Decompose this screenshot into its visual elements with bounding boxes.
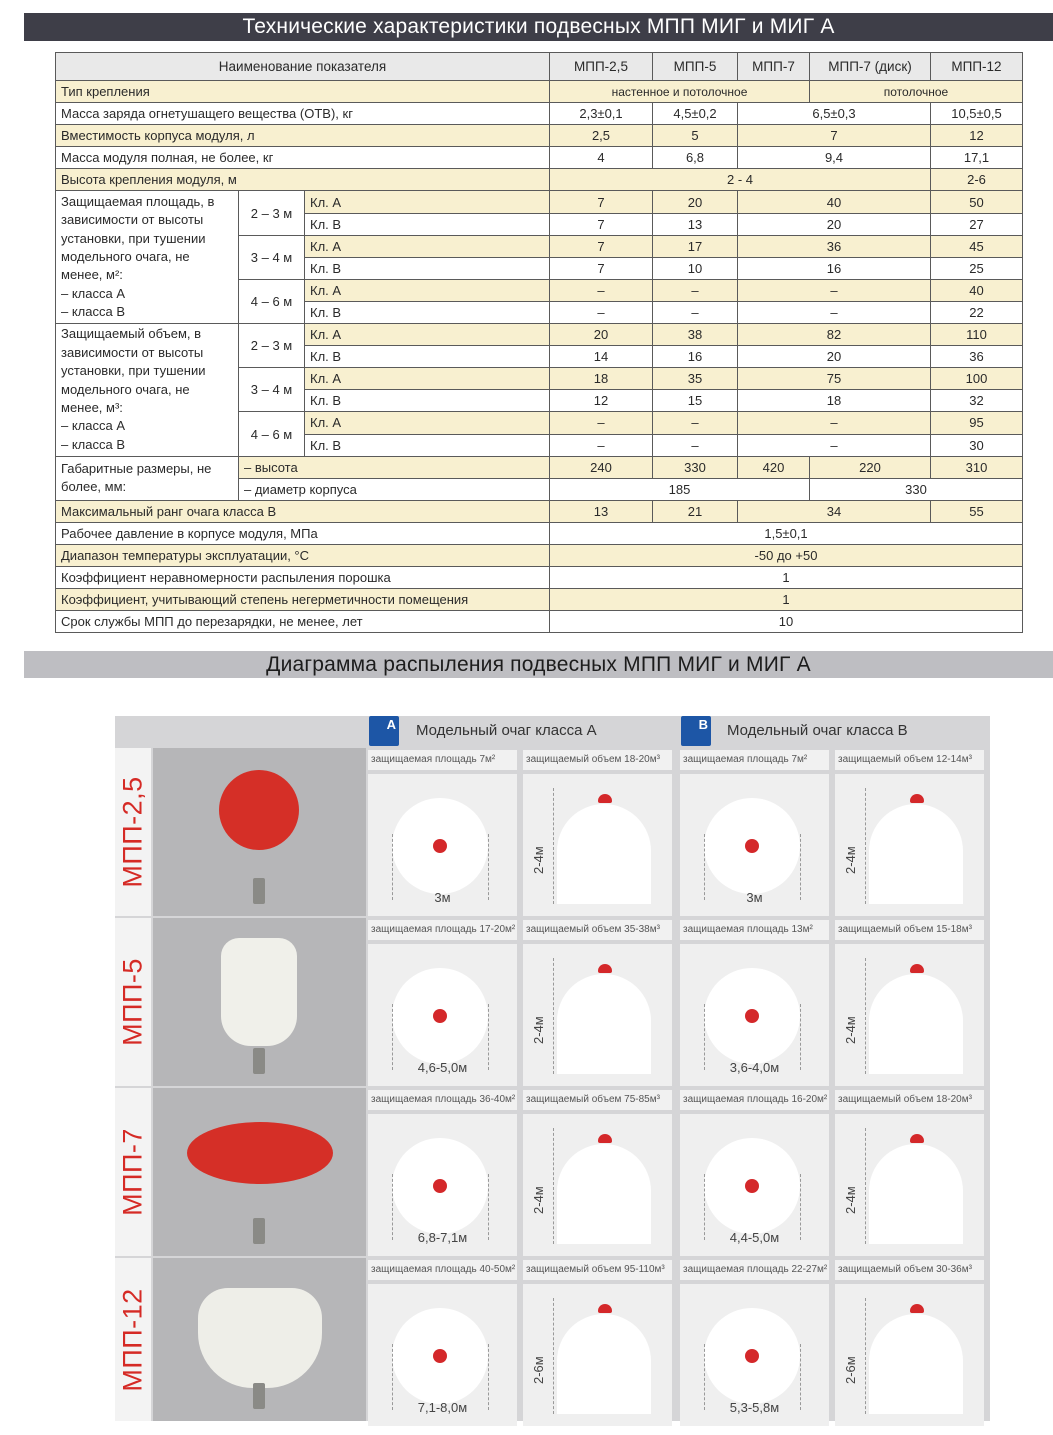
cell: – (550, 412, 653, 434)
dimension-guide (553, 958, 554, 1074)
spray-caption: защищаемая площадь 16-20м² (680, 1090, 829, 1110)
spray-center-dot (745, 1349, 759, 1363)
cell: 17,1 (931, 147, 1023, 169)
cell: 9,4 (738, 147, 931, 169)
cell: 20 (653, 191, 738, 213)
cell: – (653, 412, 738, 434)
spray-circle (704, 1138, 800, 1234)
spray-cell (368, 1260, 517, 1419)
cell: 21 (653, 500, 738, 522)
row-label: Коэффициент неравномерности распыления порошка (56, 567, 550, 589)
spray-cell (523, 1090, 672, 1254)
spray-circle (392, 798, 488, 894)
height-range: 2 – 3 м (239, 191, 305, 235)
class-a-heading: Модельный очаг класса А (416, 722, 597, 739)
cell: настенное и потолочное (550, 81, 810, 103)
diameter-label: 5,3-5,8м (729, 1400, 780, 1415)
spray-cell (523, 920, 672, 1084)
cell: 27 (931, 213, 1023, 235)
class-b-heading: Модельный очаг класса В (727, 722, 908, 739)
spray-cell (680, 920, 829, 1084)
row-label: Тип крепления (56, 81, 550, 103)
cell: 6,5±0,3 (738, 103, 931, 125)
row-label: Вместимость корпуса модуля, л (56, 125, 550, 147)
spray-caption: защищаемый объем 18-20м³ (835, 1090, 984, 1110)
spray-center-dot (745, 839, 759, 853)
spray-caption: защищаемый объем 30-36м³ (835, 1260, 984, 1280)
height-label: 2-4м (531, 846, 546, 874)
spec-title: Технические характеристики подвесных МПП МИГ и МИГ А (24, 13, 1053, 41)
class-a-icon-letter: A (386, 717, 396, 732)
module-name: МПП-5 (117, 958, 148, 1046)
spray-arch (869, 1144, 963, 1244)
spray-circle (392, 968, 488, 1064)
cell: 34 (738, 500, 931, 522)
module-photo (153, 1258, 366, 1421)
row-label: Масса модуля полная, не более, кг (56, 147, 550, 169)
cell: 330 (653, 456, 738, 478)
spray-arch (557, 974, 651, 1074)
module-name: МПП-7 (117, 1128, 148, 1216)
volume-label-text: Защищаемый объем, в зависимости от высоты установки, при тушении модельного очага, не менее, м³: (61, 326, 206, 416)
cell: 15 (653, 390, 738, 412)
spray-panel (523, 1114, 672, 1256)
spray-panel (368, 774, 517, 916)
class-label: Кл. В (305, 434, 550, 456)
spray-arch (557, 804, 651, 904)
cell: 36 (738, 235, 931, 257)
spray-circle (704, 1308, 800, 1404)
height-label: 2-4м (843, 846, 858, 874)
cell: 10 (550, 611, 1023, 633)
spray-arch (869, 804, 963, 904)
class-label: Кл. В (305, 390, 550, 412)
spray-cell (523, 1260, 672, 1419)
row-label: Масса заряда огнетушащего вещества (ОТВ), кг (56, 103, 550, 125)
cell: 20 (738, 213, 931, 235)
sprinkler-head (253, 1048, 265, 1074)
header-m7: МПП-7 (738, 53, 810, 81)
cell: 10 (653, 257, 738, 279)
area-label-a: – класса А (61, 285, 126, 301)
cell: 7 (550, 213, 653, 235)
spray-cell (523, 750, 672, 914)
module-row-label (115, 1088, 151, 1256)
spray-caption: защищаемая площадь 22-27м² (680, 1260, 829, 1280)
spray-panel (680, 1114, 829, 1256)
diameter-label: 3м (434, 890, 451, 905)
cell: 12 (550, 390, 653, 412)
spray-circle (392, 1138, 488, 1234)
cell: 50 (931, 191, 1023, 213)
nozzle-icon (910, 1134, 924, 1143)
header-m7d: МПП-7 (диск) (810, 53, 931, 81)
height-label: 2-6м (843, 1356, 858, 1384)
module-row-label (115, 748, 151, 916)
dimension-guide (553, 788, 554, 904)
dims-diameter-label: – диаметр корпуса (239, 478, 550, 500)
dimension-guide (553, 1298, 554, 1414)
dimension-guide (553, 1128, 554, 1244)
nozzle-icon (910, 964, 924, 973)
cell: 12 (931, 125, 1023, 147)
module-photo (153, 748, 366, 916)
spray-cell (835, 920, 984, 1084)
cell: 6,8 (653, 147, 738, 169)
diameter-label: 7,1-8,0м (417, 1400, 468, 1415)
spray-cell (835, 750, 984, 914)
cell: 2,5 (550, 125, 653, 147)
cell: 55 (931, 500, 1023, 522)
nozzle-icon (598, 794, 612, 803)
header-name: Наименование показателя (56, 53, 550, 81)
spray-caption: защищаемая площадь 13м² (680, 920, 829, 940)
spray-panel (680, 944, 829, 1086)
spray-panel (835, 774, 984, 916)
cell: 75 (738, 368, 931, 390)
spray-center-dot (745, 1179, 759, 1193)
header-m25: МПП-2,5 (550, 53, 653, 81)
class-b-icon-letter: B (698, 717, 708, 732)
spray-cell (835, 1090, 984, 1254)
cell: 330 (810, 478, 1023, 500)
row-label: Диапазон температуры эксплуатации, °С (56, 544, 550, 566)
spray-caption: защищаемый объем 15-18м³ (835, 920, 984, 940)
spray-center-dot (745, 1009, 759, 1023)
cell: 5 (653, 125, 738, 147)
cell: 16 (738, 257, 931, 279)
spray-center-dot (433, 839, 447, 853)
spray-caption: защищаемая площадь 7м² (368, 750, 517, 770)
area-label (56, 191, 239, 324)
height-label: 2-4м (843, 1186, 858, 1214)
cell: 40 (931, 279, 1023, 301)
spray-center-dot (433, 1009, 447, 1023)
diameter-label: 3м (746, 890, 763, 905)
class-label: Кл. В (305, 257, 550, 279)
spray-panel (835, 1114, 984, 1256)
header-m12: МПП-12 (931, 53, 1023, 81)
cell: 420 (738, 456, 810, 478)
spray-center-dot (433, 1349, 447, 1363)
class-label: Кл. В (305, 301, 550, 323)
spray-panel (680, 1284, 829, 1426)
spray-cell (680, 1090, 829, 1254)
cell: 1 (550, 567, 1023, 589)
diagram-title: Диаграмма распыления подвесных МПП МИГ и МИГ А (24, 651, 1053, 678)
spray-panel (523, 1284, 672, 1426)
spray-arch (869, 974, 963, 1074)
height-range: 4 – 6 м (239, 279, 305, 323)
cell: 20 (550, 324, 653, 346)
spray-center-dot (433, 1179, 447, 1193)
cell: 35 (653, 368, 738, 390)
class-label: Кл. А (305, 412, 550, 434)
row-label: Максимальный ранг очага класса В (56, 500, 550, 522)
cell: 18 (550, 368, 653, 390)
cell: 310 (931, 456, 1023, 478)
spray-caption: защищаемая площадь 40-50м² (368, 1260, 517, 1280)
dims-label: Габаритные размеры, не более, мм: (56, 456, 239, 500)
spray-cell (368, 1090, 517, 1254)
area-label-b: – класса В (61, 304, 126, 320)
cell: 7 (738, 125, 931, 147)
spray-cell (368, 920, 517, 1084)
spray-cell (368, 750, 517, 914)
spray-cell (680, 1260, 829, 1419)
class-label: Кл. В (305, 213, 550, 235)
spray-panel (368, 1284, 517, 1426)
diameter-label: 4,4-5,0м (729, 1230, 780, 1245)
spray-panel (680, 774, 829, 916)
cell: 36 (931, 346, 1023, 368)
volume-label-b: – класса В (61, 436, 126, 452)
spray-panel (523, 944, 672, 1086)
cell: 4 (550, 147, 653, 169)
cell: 1,5±0,1 (550, 522, 1023, 544)
class-label: Кл. В (305, 346, 550, 368)
dimension-guide (865, 1298, 866, 1414)
spray-caption: защищаемая площадь 7м² (680, 750, 829, 770)
nozzle-icon (598, 1304, 612, 1313)
cell: – (550, 279, 653, 301)
cell: 17 (653, 235, 738, 257)
class-label: Кл. А (305, 235, 550, 257)
class-label: Кл. А (305, 324, 550, 346)
cell: 25 (931, 257, 1023, 279)
module-body (187, 1122, 333, 1184)
cell: – (653, 301, 738, 323)
diameter-label: 3,6-4,0м (729, 1060, 780, 1075)
row-label: Рабочее давление в корпусе модуля, МПа (56, 522, 550, 544)
class-a-icon (369, 716, 399, 746)
spray-panel (835, 944, 984, 1086)
spray-circle (704, 798, 800, 894)
cell: 7 (550, 257, 653, 279)
height-label: 2-4м (531, 1016, 546, 1044)
height-label: 2-4м (531, 1186, 546, 1214)
dimension-guide (865, 1128, 866, 1244)
header-m5: МПП-5 (653, 53, 738, 81)
spray-panel (368, 944, 517, 1086)
module-photo (153, 918, 366, 1086)
module-photo (153, 1088, 366, 1256)
cell: 110 (931, 324, 1023, 346)
spray-caption: защищаемый объем 75-85м³ (523, 1090, 672, 1110)
cell: 10,5±0,5 (931, 103, 1023, 125)
cell: – (738, 279, 931, 301)
spray-caption: защищаемая площадь 36-40м² (368, 1090, 517, 1110)
module-body (219, 770, 299, 850)
cell: 30 (931, 434, 1023, 456)
spray-panel (368, 1114, 517, 1256)
dimension-guide (865, 958, 866, 1074)
spray-caption: защищаемый объем 35-38м³ (523, 920, 672, 940)
diameter-label: 6,8-7,1м (417, 1230, 468, 1245)
spray-arch (557, 1314, 651, 1414)
module-body (198, 1288, 322, 1388)
row-label: Коэффициент, учитывающий степень негерметичности помещения (56, 589, 550, 611)
cell: 13 (653, 213, 738, 235)
spray-caption: защищаемая площадь 17-20м² (368, 920, 517, 940)
cell: 32 (931, 390, 1023, 412)
nozzle-icon (910, 1304, 924, 1313)
sprinkler-head (253, 1218, 265, 1244)
cell: – (738, 301, 931, 323)
cell: 7 (550, 191, 653, 213)
module-body (221, 938, 297, 1046)
spray-diagram (115, 716, 990, 1421)
row-label: Высота крепления модуля, м (56, 169, 550, 191)
class-label: Кл. А (305, 368, 550, 390)
cell: – (653, 279, 738, 301)
height-range: 2 – 3 м (239, 324, 305, 368)
nozzle-icon (910, 794, 924, 803)
class-b-icon (681, 716, 711, 746)
dimension-guide (865, 788, 866, 904)
cell: 95 (931, 412, 1023, 434)
cell: – (738, 434, 931, 456)
class-label: Кл. А (305, 191, 550, 213)
spray-caption: защищаемый объем 95-110м³ (523, 1260, 672, 1280)
cell: 4,5±0,2 (653, 103, 738, 125)
cell: 7 (550, 235, 653, 257)
spray-circle (704, 968, 800, 1064)
cell: 45 (931, 235, 1023, 257)
height-range: 3 – 4 м (239, 235, 305, 279)
cell: 82 (738, 324, 931, 346)
cell: 2 - 4 (550, 169, 931, 191)
volume-label (56, 324, 239, 457)
spray-panel (523, 774, 672, 916)
cell: 14 (550, 346, 653, 368)
cell: 22 (931, 301, 1023, 323)
row-label: Срок службы МПП до перезарядки, не менее, лет (56, 611, 550, 633)
nozzle-icon (598, 1134, 612, 1143)
cell: 1 (550, 589, 1023, 611)
spray-caption: защищаемый объем 12-14м³ (835, 750, 984, 770)
sprinkler-head (253, 878, 265, 904)
spray-cell (680, 750, 829, 914)
class-label: Кл. А (305, 279, 550, 301)
nozzle-icon (598, 964, 612, 973)
height-label: 2-6м (531, 1356, 546, 1384)
cell: -50 до +50 (550, 544, 1023, 566)
cell: – (550, 434, 653, 456)
spray-circle (392, 1308, 488, 1404)
dims-height-label: – высота (239, 456, 550, 478)
spray-caption: защищаемый объем 18-20м³ (523, 750, 672, 770)
cell: 38 (653, 324, 738, 346)
cell: 240 (550, 456, 653, 478)
cell: 16 (653, 346, 738, 368)
spray-panel (835, 1284, 984, 1426)
cell: – (550, 301, 653, 323)
cell: 20 (738, 346, 931, 368)
cell: 185 (550, 478, 810, 500)
cell: 100 (931, 368, 1023, 390)
height-range: 4 – 6 м (239, 412, 305, 456)
cell: 2-6 (931, 169, 1023, 191)
module-name: МПП-12 (117, 1287, 148, 1392)
diameter-label: 4,6-5,0м (417, 1060, 468, 1075)
cell: – (738, 412, 931, 434)
height-label: 2-4м (843, 1016, 858, 1044)
spray-arch (557, 1144, 651, 1244)
cell: 220 (810, 456, 931, 478)
cell: – (653, 434, 738, 456)
spec-table (55, 52, 1023, 633)
module-row-label (115, 1258, 151, 1421)
cell: 18 (738, 390, 931, 412)
height-range: 3 – 4 м (239, 368, 305, 412)
area-label-text: Защищаемая площадь, в зависимости от высоты установки, при тушении модельного очага, не менее, м²: (61, 193, 215, 283)
cell: 13 (550, 500, 653, 522)
cell: потолочное (810, 81, 1023, 103)
spray-cell (835, 1260, 984, 1419)
module-name: МПП-2,5 (117, 776, 148, 888)
module-row-label (115, 918, 151, 1086)
sprinkler-head (253, 1383, 265, 1409)
cell: 2,3±0,1 (550, 103, 653, 125)
cell: 40 (738, 191, 931, 213)
spray-arch (869, 1314, 963, 1414)
volume-label-a: – класса А (61, 418, 126, 434)
